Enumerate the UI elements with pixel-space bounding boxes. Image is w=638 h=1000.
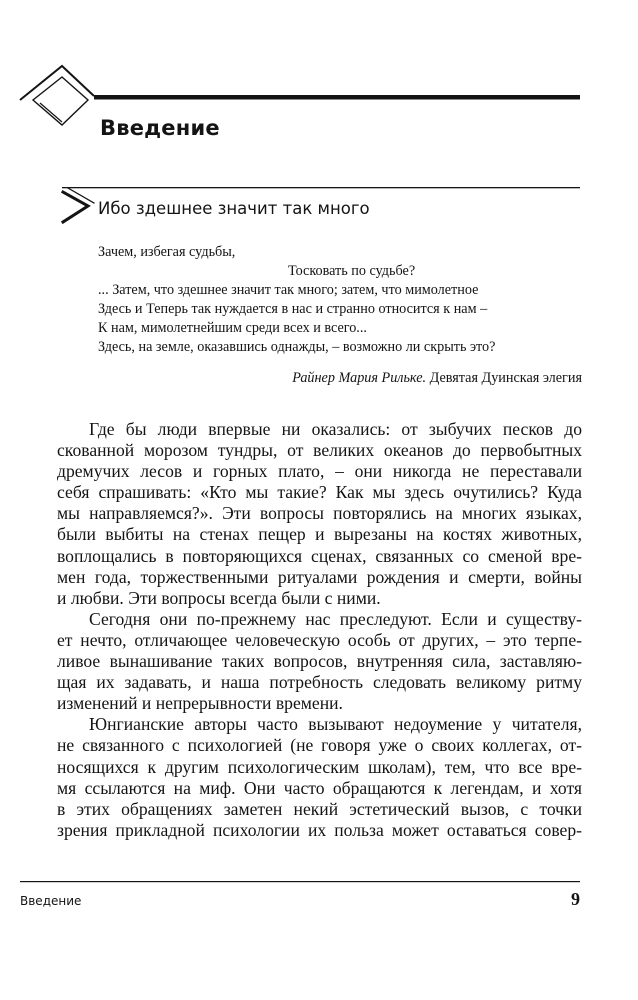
epigraph-line: Тосковать по судьбе? [288,263,416,279]
footer-rule [0,880,638,884]
body-line: Сегодня они по-прежнему нас преследуют. Если и существу- [89,608,582,629]
body-line: мя ссылаются на миф. Они часто обращаются к легендам, и хотя [57,777,582,798]
chapter-title: Введение [100,116,220,140]
chapter-rule [94,95,580,100]
section-rule [62,187,580,188]
epigraph-line: Здесь и Теперь так нуждается в нас и странно относится к нам – [98,301,488,317]
body-line: Юнгианские авторы часто вызывают недоумение у читателя, [89,714,582,735]
body-line: себя спрашивать: «Кто мы такие? Как мы здесь очутились? Куда [57,482,582,503]
body-line: не связанного с психологией (не говоря уже о своих коллегах, от- [57,735,582,756]
body-text [57,419,582,841]
body-line: мен года, торжественными ритуалами рождения и смерти, войны [57,566,582,587]
epigraph [98,243,582,357]
body-line: были выбиты на стенах пещер и вырезаны на костях животных, [57,524,582,545]
page-number: 9 [571,889,580,909]
body-line: зрения прикладной психологии их польза может оставаться совер- [57,819,582,840]
body-line: в этих обращениях заметен некий эстетический вызов, с точки [57,798,582,819]
body-line: дремучих лесов и горных плато, – они никогда не переставали [57,461,582,482]
epigraph-author: Райнер Мария Рильке. [292,370,427,386]
epigraph-line: Здесь, на земле, оказавшись однажды, – возможно ли скрыть это? [98,339,496,355]
chapter-ornament [0,0,638,180]
body-line: и любви. Эти вопросы всегда были с ними. [57,587,381,608]
footer-label: Введение [20,894,82,908]
body-line: скованной морозом тундры, от великих океанов до первобытных [57,440,582,461]
rhombus-ornament-icon [20,66,94,125]
body-line: изменений и непрерывности времени. [57,693,343,714]
epigraph-line: Зачем, избегая судьбы, [98,244,236,260]
epigraph-line: ... Затем, что здешнее значит так много; затем, что мимолетное [98,282,479,298]
epigraph-work: Девятая Дуинская элегия [426,370,582,386]
epigraph-line: К нам, мимолетнейшим среди всех и всего... [98,320,367,336]
epigraph-attribution [292,370,582,387]
body-line: ливое вынашивание таких вопросов, внутренняя сила, заставляю- [57,651,582,672]
chevron-right-icon [63,188,94,222]
section-title: Ибо здешнее значит так много [98,199,370,218]
body-line: воплощались в повторяющихся сценах, связанных со сменой вре- [57,545,582,566]
body-line: Где бы люди впервые ни оказались: от зыбучих песков до [89,419,582,439]
body-line: носящихся к другим психологическим школам), тем, что все вре- [57,756,582,777]
body-line: щая их задавать, и наша потребность следовать великому ритму [57,672,582,693]
body-line: мы направляемся?». Эти вопросы повторялись на многих языках, [57,503,582,524]
body-line: ет нечто, отличающее человеческую особь от других, – это терпе- [57,629,582,650]
